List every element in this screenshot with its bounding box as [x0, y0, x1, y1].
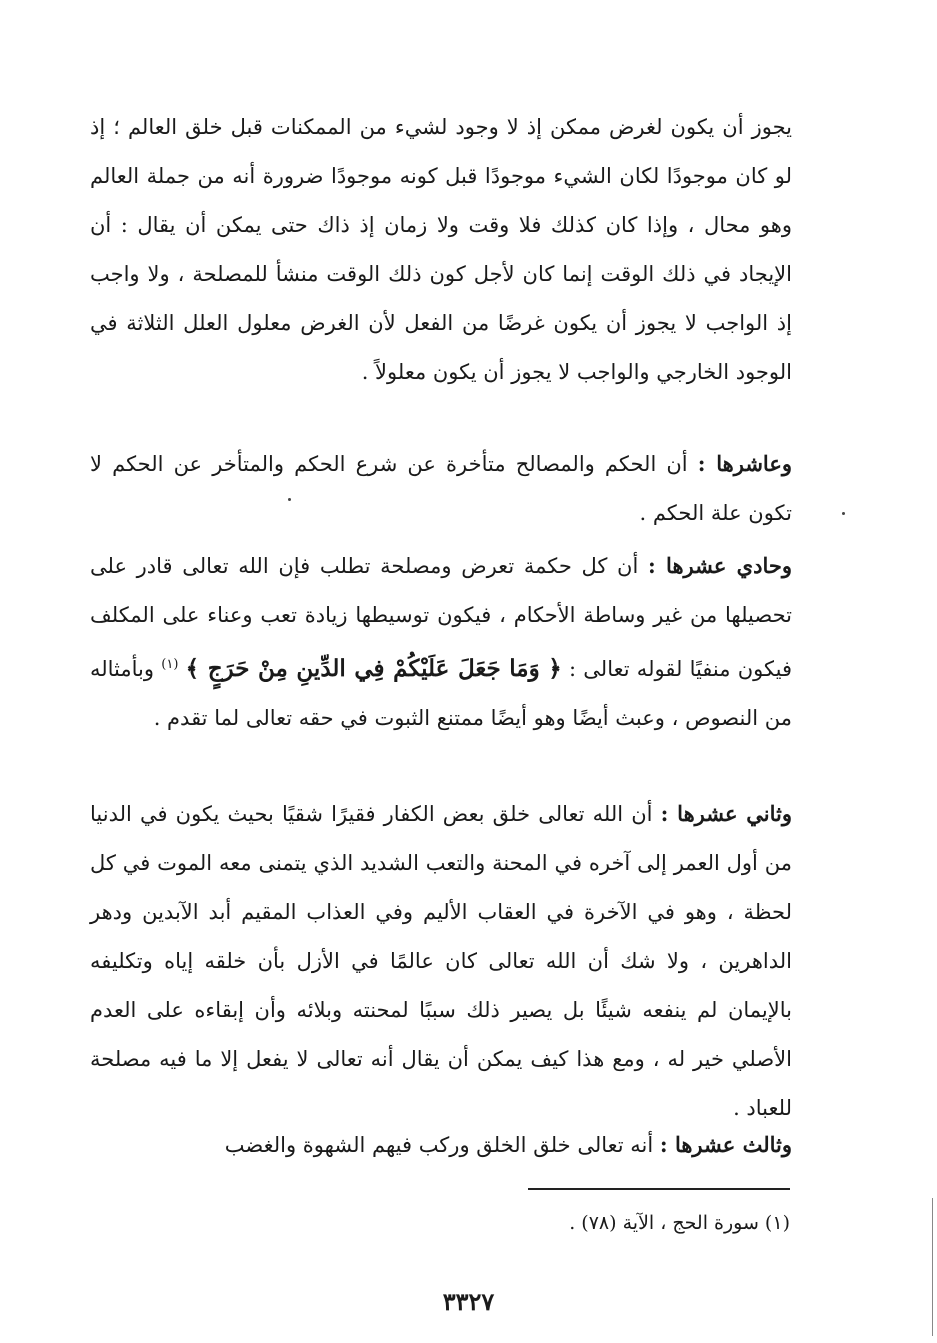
paragraph-twelfth: [90, 789, 792, 1133]
paragraph-eleventh: [90, 541, 792, 743]
paragraph-heading: وعاشرها :: [697, 451, 792, 476]
paragraph-text: أن الحكم والمصالح متأخرة عن شرع الحكم والمتأخر عن الحكم لا تكون علة الحكم .: [90, 452, 792, 525]
footnote-divider: [528, 1188, 790, 1190]
paragraph-text-continued: وبأمثاله من النصوص ، وعبث أيضًا وهو أيضًا ممتنع الثبوت في حقه تعالى لما تقدم .: [90, 657, 792, 730]
footnote: (١) سورة الحج ، الآية (٧٨) .: [569, 1212, 790, 1234]
scan-speck: [288, 498, 291, 501]
scan-speck: [842, 512, 845, 515]
paragraph-heading: وثاني عشرها :: [660, 801, 793, 826]
scan-edge-line: [932, 1198, 933, 1336]
quran-verse: ﴿ وَمَا جَعَلَ عَلَيْكُمْ فِي الدِّينِ مِنْ حَرَجٍ ﴾: [185, 655, 562, 682]
paragraph-text: أن الله تعالى خلق بعض الكفار فقيرًا شقيًا بحيث يكون في الدنيا من أول العمر إلى آخره في المحنة والتعب الشديد الذي يتمنى معه الموت في كل لحظة ، وهو في الآخرة في العقاب الأليم وفي العذاب المقيم أبد الآبدين ودهر الداهرين ، ولا شك أن الله تعالى كان عالمًا في الأزل بأن خلقه إياه وتكليفه بالإيمان لم ينفعه شيئًا بل يصير ذلك سببًا لمحنته وبلائه وأن إبقاءه على العدم الأصلي خير له ، ومع هذا كيف يمكن أن يقال أنه تعالى لا يفعل إلا ما فيه مصلحة للعباد .: [90, 802, 792, 1120]
page-number: ٣٣٢٧: [442, 1287, 495, 1316]
paragraph-thirteenth: [90, 1120, 792, 1170]
paragraph-text: يجوز أن يكون لغرض ممكن إذ لا وجود لشيء من الممكنات قبل خلق العالم ؛ إذ لو كان موجودًا لكان الشيء موجودًا قبل كونه موجودًا ضرورة أنه من جملة العالم وهو محال ، وإذا كان كذلك فلا وقت ولا زمان إذ ذاك حتى يمكن أن يقال : أن الإيجاد في ذلك الوقت إنما كان لأجل كون ذلك الوقت منشأ للمصلحة ، ولا واجب إذ الواجب لا يجوز أن يكون غرضًا من الفعل لأن الغرض معلول العلل الثلاثة في الوجود الخارجي والواجب لا يجوز أن يكون معلولاً .: [90, 115, 792, 384]
paragraph-1: [90, 103, 792, 397]
paragraph-text: أنه تعالى خلق الخلق وركب فيهم الشهوة والغضب: [224, 1133, 660, 1157]
paragraph-tenth: [90, 439, 792, 538]
paragraph-text: أن كل حكمة تعرض ومصلحة تطلب فإن الله تعالى قادر على تحصيلها من غير وساطة الأحكام ، فيكون توسيطها زيادة تعب وعناء على المكلف فيكون منفيًا لقوله تعالى :: [90, 554, 792, 681]
paragraph-heading: وحادي عشرها :: [647, 553, 792, 578]
footnote-reference: (١): [161, 657, 179, 672]
paragraph-heading: وثالث عشرها :: [659, 1132, 792, 1157]
